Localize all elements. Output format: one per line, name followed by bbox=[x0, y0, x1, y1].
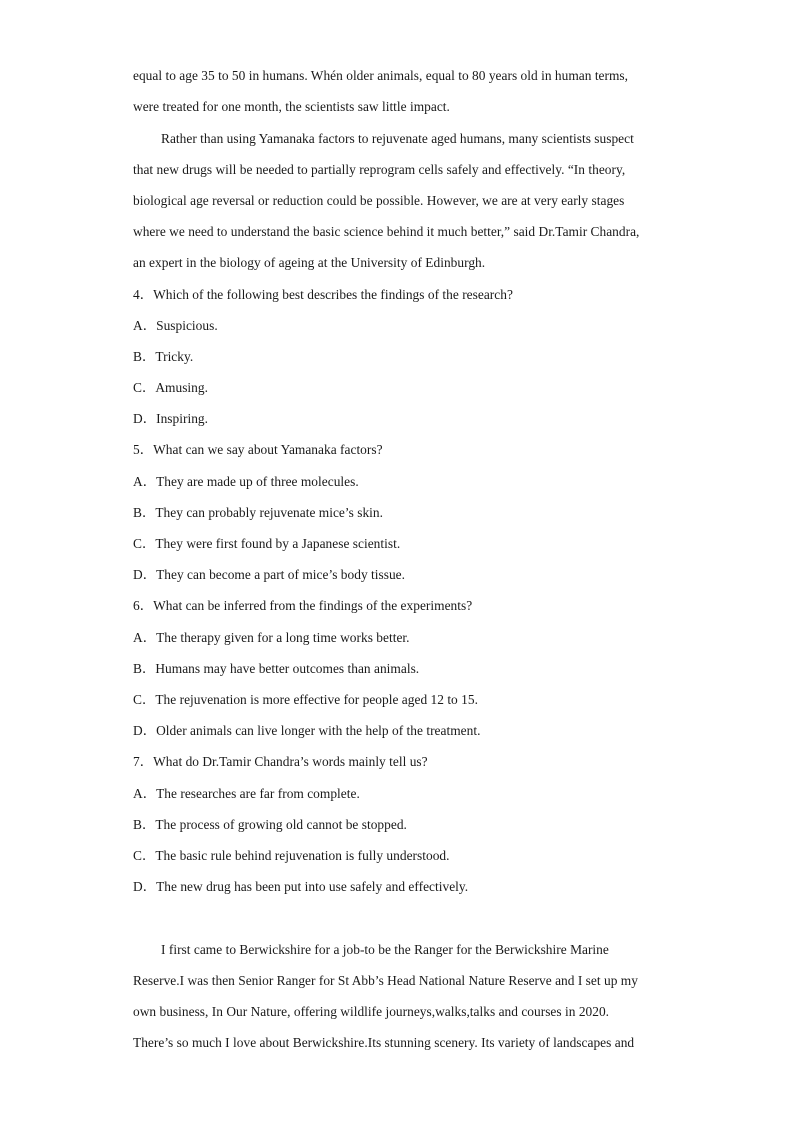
passage-line: where we need to understand the basic science behind it much better,” said Dr.Tamir Chandra, bbox=[133, 224, 640, 239]
question-6-option-a: A．The therapy given for a long time works better. bbox=[133, 630, 410, 645]
question-7-option-c: C．The basic rule behind rejuvenation is fully understood. bbox=[133, 848, 450, 863]
question-6-option-c: C．The rejuvenation is more effective for people aged 12 to 15. bbox=[133, 692, 478, 707]
question-5-stem: 5．What can we say about Yamanaka factors? bbox=[133, 442, 383, 457]
question-6-option-b: B．Humans may have better outcomes than animals. bbox=[133, 661, 420, 676]
passage-line: equal to age 35 to 50 in humans. Whén older animals, equal to 80 years old in human terms, bbox=[133, 68, 629, 83]
question-4-stem: 4．Which of the following best describes the findings of the research? bbox=[133, 287, 513, 302]
question-7-stem: 7．What do Dr.Tamir Chandra’s words mainly tell us? bbox=[133, 754, 428, 769]
question-4-option-b: B．Tricky. bbox=[133, 349, 194, 364]
question-5-option-b: B．They can probably rejuvenate mice’s skin. bbox=[133, 505, 383, 520]
next-passage-line: There’s so much I love about Berwickshire.Its stunning scenery. Its variety of landscapes and bbox=[133, 1035, 635, 1050]
question-4-option-c: C．Amusing. bbox=[133, 380, 208, 395]
passage-line: that new drugs will be needed to partially reprogram cells safely and effectively. “In theory, bbox=[133, 162, 626, 177]
question-5-option-d: D．They can become a part of mice’s body tissue. bbox=[133, 567, 406, 582]
question-7-option-d: D．The new drug has been put into use safely and effectively. bbox=[133, 879, 469, 894]
question-7-option-a: A．The researches are far from complete. bbox=[133, 786, 360, 801]
question-6-stem: 6．What can be inferred from the findings of the experiments? bbox=[133, 598, 473, 613]
question-6-option-d: D．Older animals can live longer with the help of the treatment. bbox=[133, 723, 481, 738]
question-4-option-d: D．Inspiring. bbox=[133, 411, 208, 426]
passage-line: were treated for one month, the scientists saw little impact. bbox=[133, 99, 450, 114]
next-passage-line: I first came to Berwickshire for a job-to be the Ranger for the Berwickshire Marine bbox=[161, 942, 609, 957]
next-passage-line: Reserve.I was then Senior Ranger for St Abb’s Head National Nature Reserve and I set up my bbox=[133, 973, 638, 988]
question-4-option-a: A．Suspicious. bbox=[133, 318, 218, 333]
question-5-option-c: C．They were first found by a Japanese scientist. bbox=[133, 536, 401, 551]
question-5-option-a: A．They are made up of three molecules. bbox=[133, 474, 359, 489]
passage-line: biological age reversal or reduction could be possible. However, we are at very early stages bbox=[133, 193, 625, 208]
passage-line: Rather than using Yamanaka factors to rejuvenate aged humans, many scientists suspect bbox=[161, 131, 634, 146]
passage-line: an expert in the biology of ageing at the University of Edinburgh. bbox=[133, 255, 486, 270]
question-7-option-b: B．The process of growing old cannot be stopped. bbox=[133, 817, 407, 832]
next-passage-line: own business, In Our Nature, offering wildlife journeys,walks,talks and courses in 2020. bbox=[133, 1004, 610, 1019]
